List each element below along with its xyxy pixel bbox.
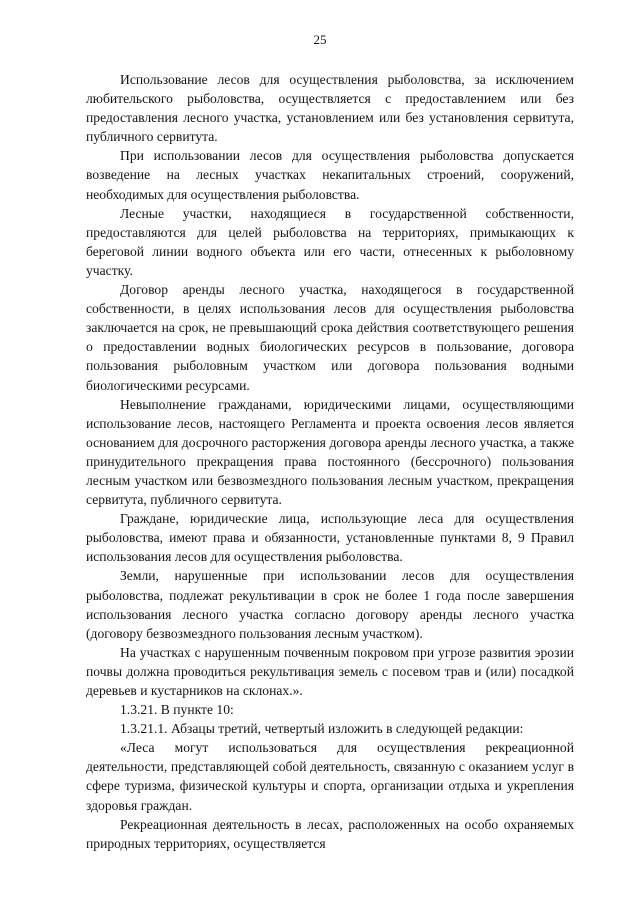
document-body [86,70,574,853]
paragraph-temporary-structures: При использовании лесов для осуществления рыболовства допускается возведение на лесных участках некапитальных строений, сооружений, необходимых для осуществления рыболовства. [86,148,574,202]
paragraph-fishing-use: Использование лесов для осуществления рыболовства, за исключением любительского рыболовства, осуществляется с предоставлением или без предоставления лесного участка, установлением или без установления сервитута, публичного сервитута. [86,72,574,145]
paragraph-recultivation: Земли, нарушенные при использовании лесов для осуществления рыболовства, подлежат рекультивации в срок не более 1 года после завершения использования лесного участка согласно договору аренды лесного участка (договору безвозмездного пользования лесным участком). [86,568,574,641]
paragraph-lease-term: Договор аренды лесного участка, находящегося в государственной собственности, в целях использования лесов для осуществления рыболовства заключается на срок, не превышающий срока действия соответствующего решения о предоставлении водных биологических ресурсов в пользование, договора пользования рыболовным участком или договора пользования водными биологическими ресурсами. [86,282,574,393]
paragraph-erosion: На участках с нарушенным почвенным покровом при угрозе развития эрозии почвы должна проводиться рекультивация земель с посевом трав и (или) посадкой деревьев и кустарников на склонах.». [86,644,574,698]
paragraph-non-compliance: Невыполнение гражданами, юридическими лицами, осуществляющими использование лесов, настоящего Регламента и проекта освоения лесов является основанием для досрочного расторжения договора аренды лесного участка, а также принудительного прекращения права постоянного (бессрочного) пользования лесным участком или безвозмездного пользования лесным участком, прекращения сервитута, публичного сервитута. [86,396,574,508]
paragraph-rights-obligations: Граждане, юридические лица, использующие леса для осуществления рыболовства, имеют права и обязанности, установленные пунктами 8, 9 Правил использования лесов для осуществления рыболовства. [86,511,574,565]
paragraph-state-forest-plots: Лесные участки, находящиеся в государственной собственности, предоставляются для целей рыболовства на территориях, примыкающих к береговой линии водного объекта или его части, отнесенных к рыболовному участку. [86,205,574,278]
paragraph-item-1-3-21-1: 1.3.21.1. Абзацы третий, четвертый изложить в следующей редакции: [120,721,524,737]
paragraph-protected-territories: Рекреационная деятельность в лесах, расположенных на особо охраняемых природных территориях, осуществляется [86,816,574,851]
paragraph-recreational-use: «Леса могут использоваться для осуществления рекреационной деятельности, представляющей собой деятельность, связанную с оказанием услуг в сфере туризма, физической культуры и спорта, организации отдыха и укрепления здоровья граждан. [86,740,574,813]
paragraph-item-1-3-21: 1.3.21. В пункте 10: [120,702,234,718]
page-number: 25 [313,32,327,47]
